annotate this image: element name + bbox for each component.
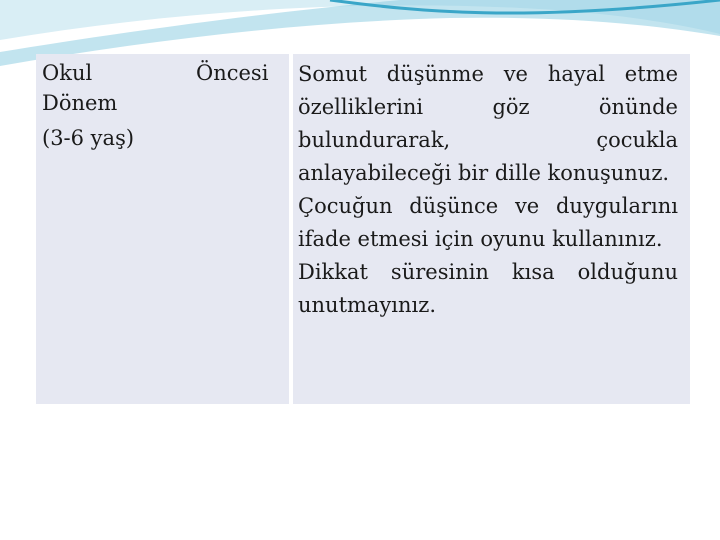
advice-paragraph-2: Çocuğun düşünce ve duygularını ifade etmesi için oyunu kullanınız. [298, 194, 678, 251]
content-table [36, 54, 690, 404]
advice-paragraph-1: Somut düşünme ve hayal etme özelliklerini göz önünde bulundurarak, çocukla anlayabileceği bir dille konuşunuz. [298, 62, 678, 185]
advice-paragraph-3: Dikkat süresinin kısa olduğunu unutmayınız. [298, 260, 678, 317]
age-range: (3-6 yaş) [42, 126, 135, 150]
age-group-line-1: Okul [42, 61, 93, 85]
advice-text [298, 58, 678, 322]
age-group-word: Öncesi [196, 61, 269, 85]
age-group-label [42, 58, 142, 153]
advice-cell [293, 54, 690, 404]
age-group-cell [36, 54, 289, 404]
age-group-line-2: Dönem [42, 91, 118, 115]
